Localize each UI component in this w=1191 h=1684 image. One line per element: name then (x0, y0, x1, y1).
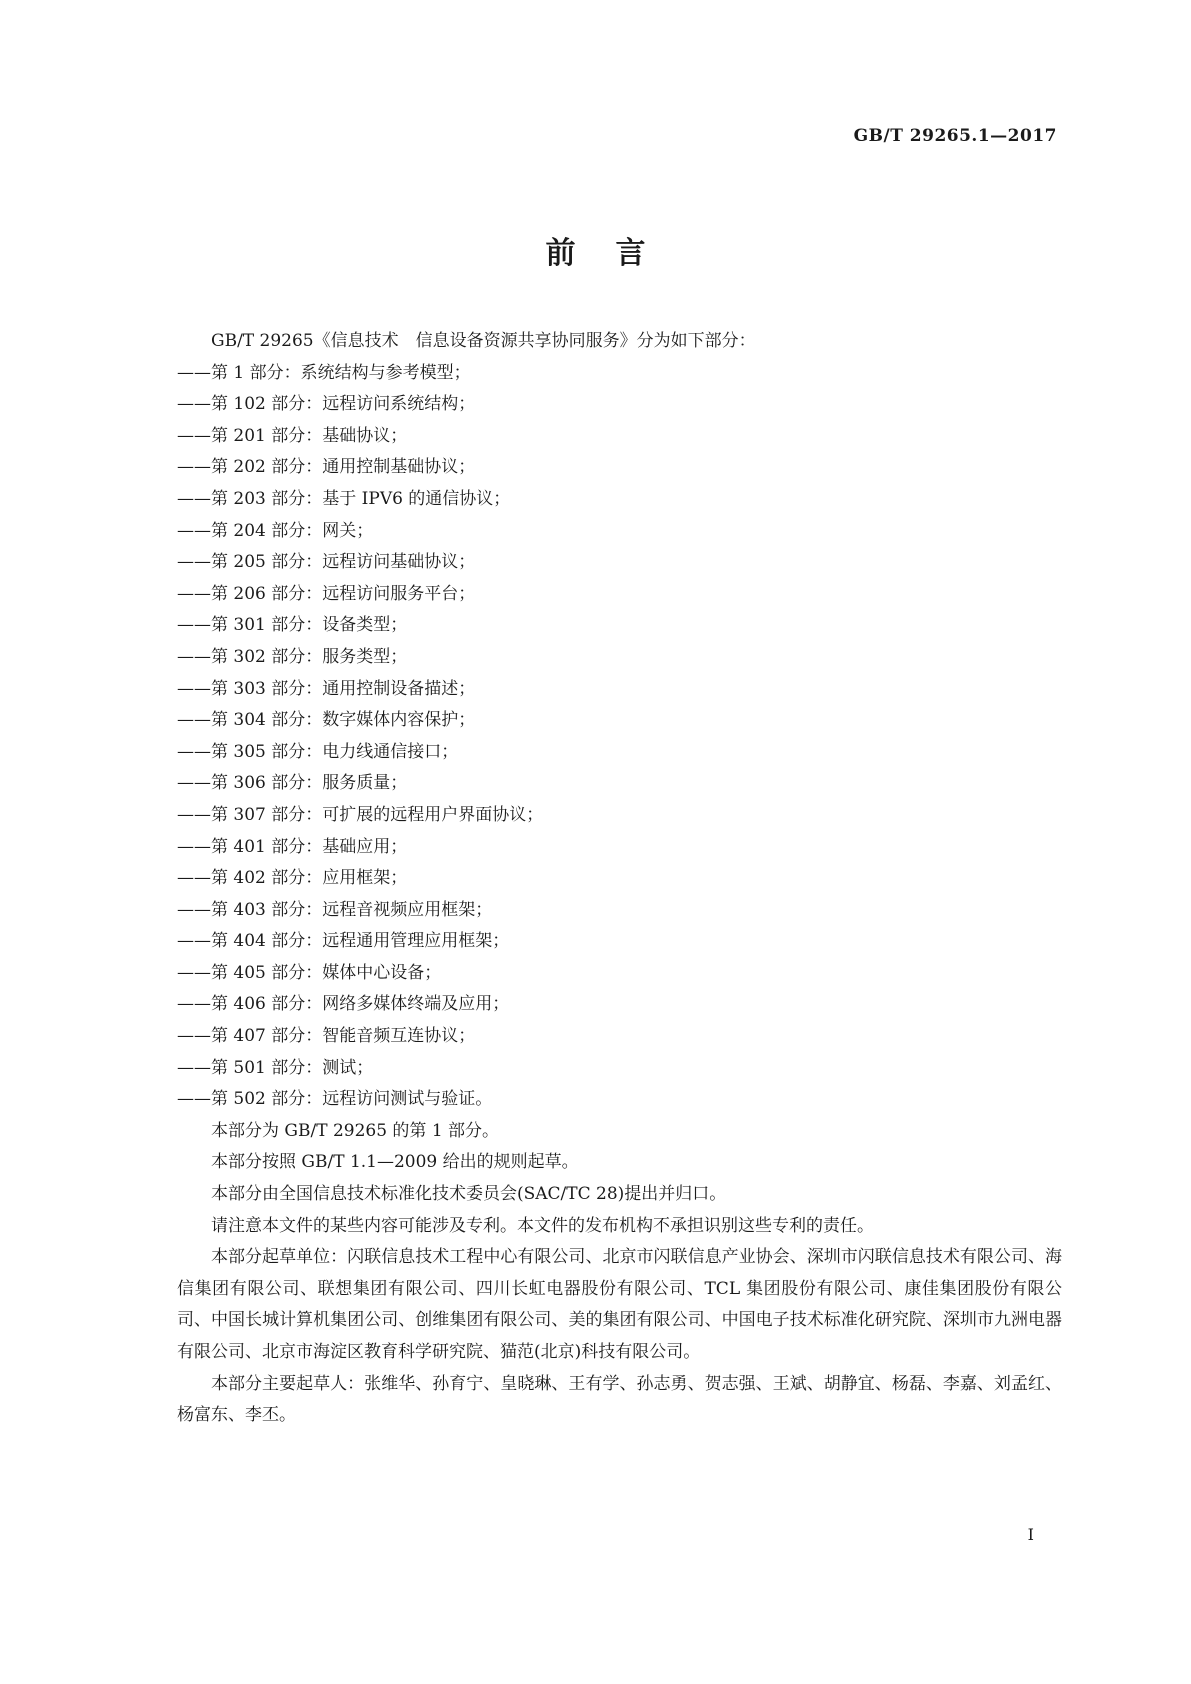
list-item: ——第 404 部分：远程通用管理应用框架； (177, 931, 510, 952)
drafters-paragraph: 本部分主要起草人：张维华、孙育宁、皇晓琳、王有学、孙志勇、贺志强、王斌、胡静宜、杨磊、李嘉、刘孟红、杨富东、李丕。 (177, 1373, 1062, 1426)
parts-list (177, 358, 1062, 1116)
list-item: ——第 206 部分：远程访问服务平台； (177, 583, 476, 604)
list-item: ——第 205 部分：远程访问基础协议； (177, 552, 476, 573)
list-item: ——第 202 部分：通用控制基础协议； (177, 457, 476, 478)
part-statement-paragraph: 本部分为 GB/T 29265 的第 1 部分。 (211, 1120, 500, 1141)
list-item: ——第 303 部分：通用控制设备描述； (177, 678, 476, 699)
list-item: ——第 307 部分：可扩展的远程用户界面协议； (177, 804, 544, 825)
list-item: ——第 306 部分：服务质量； (177, 773, 408, 794)
list-item: ——第 302 部分：服务类型； (177, 646, 408, 667)
list-item: ——第 405 部分：媒体中心设备； (177, 962, 442, 983)
list-item: ——第 201 部分：基础协议； (177, 425, 408, 446)
standard-code: GB/T 29265.1—2017 (853, 126, 1057, 146)
foreword-body (177, 326, 1062, 1432)
page-number: I (1027, 1525, 1034, 1544)
drafting-rules-paragraph: 本部分按照 GB/T 1.1—2009 给出的规则起草。 (211, 1152, 579, 1173)
list-item: ——第 402 部分：应用框架； (177, 868, 408, 889)
list-item: ——第 403 部分：远程音视频应用框架； (177, 899, 493, 920)
list-item: ——第 501 部分：测试； (177, 1057, 374, 1078)
list-item: ——第 203 部分：基于 IPV6 的通信协议； (177, 488, 511, 509)
list-item: ——第 305 部分：电力线通信接口； (177, 741, 459, 762)
patent-notice-paragraph: 请注意本文件的某些内容可能涉及专利。本文件的发布机构不承担识别这些专利的责任。 (211, 1215, 874, 1236)
list-item: ——第 407 部分：智能音频互连协议； (177, 1026, 476, 1047)
proposer-paragraph: 本部分由全国信息技术标准化技术委员会(SAC/TC 28)提出并归口。 (211, 1184, 727, 1205)
list-item: ——第 204 部分：网关； (177, 520, 374, 541)
intro-paragraph: GB/T 29265《信息技术 信息设备资源共享协同服务》分为如下部分： (211, 331, 756, 351)
list-item: ——第 406 部分：网络多媒体终端及应用； (177, 994, 510, 1015)
page-title: 前言 (545, 236, 686, 271)
drafting-units-paragraph: 本部分起草单位：闪联信息技术工程中心有限公司、北京市闪联信息产业协会、深圳市闪联信息技术有限公司、海信集团有限公司、联想集团有限公司、四川长虹电器股份有限公司、TCL 集团股份有限公司、康佳集团股份有限公司、中国长城计算机集团公司、创维集团有限公司、美的集团有限公司、中国电子技术标准化研究院、深圳市九洲电器有限公司、北京市海淀区教育科学研究院、猫范(北京)科技有限公司。 (177, 1247, 1062, 1362)
list-item: ——第 502 部分：远程访问测试与验证。 (177, 1089, 493, 1110)
list-item: ——第 1 部分：系统结构与参考模型； (177, 362, 471, 383)
list-item: ——第 301 部分：设备类型； (177, 615, 408, 636)
list-item: ——第 102 部分：远程访问系统结构； (177, 394, 476, 415)
list-item: ——第 401 部分：基础应用； (177, 836, 408, 857)
list-item: ——第 304 部分：数字媒体内容保护； (177, 710, 476, 731)
